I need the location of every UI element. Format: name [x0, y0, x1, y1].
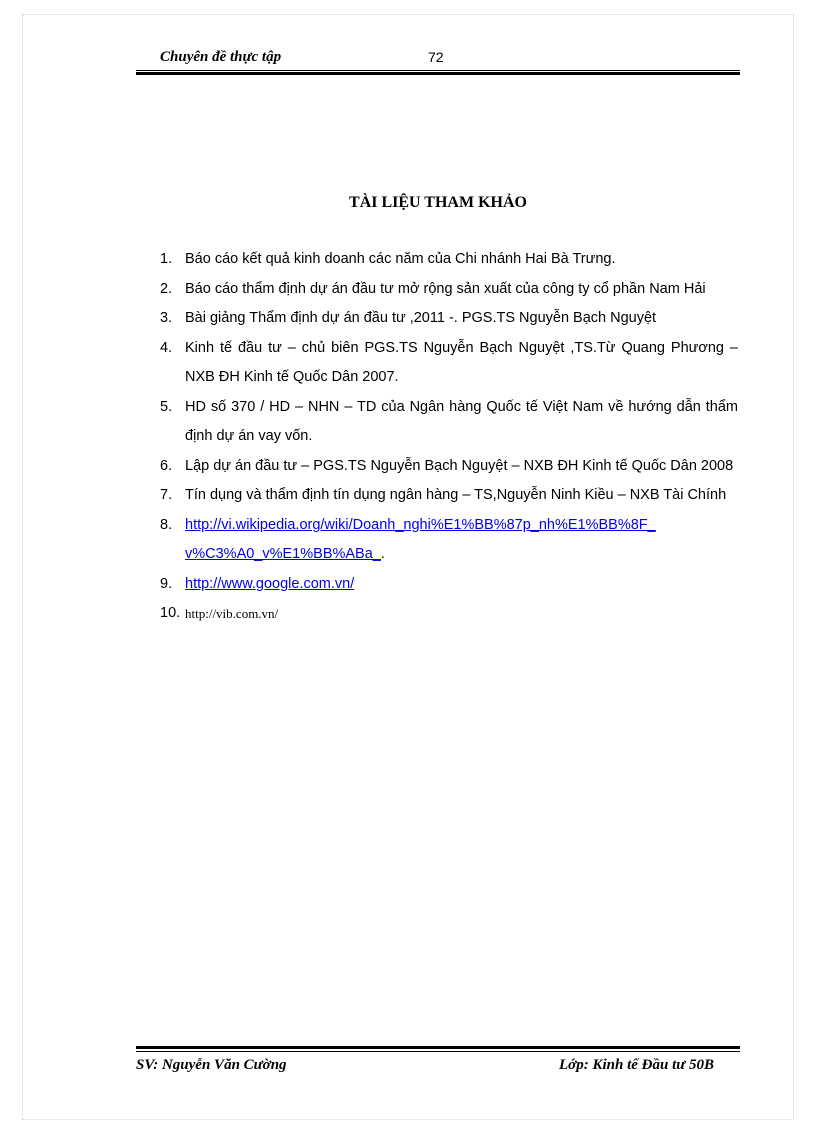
footer-student: SV: Nguyễn Văn Cường [136, 1057, 287, 1073]
reference-number: 3. [160, 310, 173, 326]
reference-number: 5. [160, 398, 173, 415]
section-title: TÀI LIỆU THAM KHẢO [349, 194, 527, 211]
reference-link-line2: v%C3%A0_v%E1%BB%ABa_ [185, 546, 381, 562]
footer-class: Lớp: Kinh tế Đầu tư 50B [559, 1057, 714, 1073]
footer-rule-thin [136, 1051, 740, 1052]
reference-text: Tín dụng và thẩm định tín dụng ngân hàng – TS,Nguyễn Ninh Kiều – NXB Tài Chính [185, 487, 727, 503]
reference-number: 9. [160, 575, 173, 592]
reference-item [160, 275, 738, 305]
reference-text: Kinh tế đầu tư – chủ biên PGS.TS Nguyễn Bạch Nguyệt ,TS.Từ Quang Phương – NXB ĐH Kinh tế Quốc Dân 2007. [185, 339, 738, 385]
reference-text: Bài giảng Thẩm định dự án đầu tư ,2011 -. PGS.TS Nguyễn Bạch Nguyệt [185, 310, 657, 326]
reference-number: 10. [160, 605, 181, 621]
reference-text: Báo cáo kết quả kinh doanh các năm của Chi nhánh Hai Bà Trưng. [185, 251, 616, 267]
page-number: 72 [428, 49, 444, 65]
reference-text: Báo cáo thẩm định dự án đầu tư mở rộng sản xuất của công ty cổ phần Nam Hải [185, 280, 706, 297]
reference-text: http://vib.com.vn/ [185, 606, 279, 621]
reference-link-suffix: . [380, 546, 385, 562]
reference-item [160, 304, 738, 334]
page-header [136, 46, 740, 76]
reference-number: 7. [160, 487, 173, 503]
reference-item [160, 570, 738, 600]
header-rule-thin [136, 70, 740, 71]
reference-link-wikipedia[interactable] [185, 517, 656, 563]
reference-item [160, 599, 738, 630]
reference-item [160, 393, 738, 452]
reference-item [160, 452, 738, 482]
reference-item [160, 245, 738, 275]
reference-text: Lập dự án đầu tư – PGS.TS Nguyễn Bạch Nguyệt – NXB ĐH Kinh tế Quốc Dân 2008 [185, 457, 734, 474]
reference-text: HD số 370 / HD – NHN – TD của Ngân hàng Quốc tế Việt Nam về hướng dẫn thẩm định dự án vay vốn. [185, 398, 738, 444]
reference-number: 6. [160, 457, 173, 474]
reference-link-line1: http://vi.wikipedia.org/wiki/Doanh_nghi%E1%BB%87p_nh%E1%BB%8F_ [185, 516, 656, 533]
reference-number: 1. [160, 251, 173, 267]
header-rule-thick [136, 72, 740, 75]
reference-list [160, 245, 738, 630]
page-footer [136, 1046, 740, 1086]
reference-item [160, 481, 738, 511]
reference-item [160, 511, 738, 570]
reference-number: 4. [160, 339, 173, 356]
reference-item [160, 334, 738, 393]
header-title: Chuyên đề thực tập [160, 49, 282, 65]
footer-rule-thick [136, 1046, 740, 1049]
reference-number: 8. [160, 516, 173, 533]
reference-number: 2. [160, 280, 173, 297]
reference-link-google[interactable]: http://www.google.com.vn/ [185, 575, 355, 592]
